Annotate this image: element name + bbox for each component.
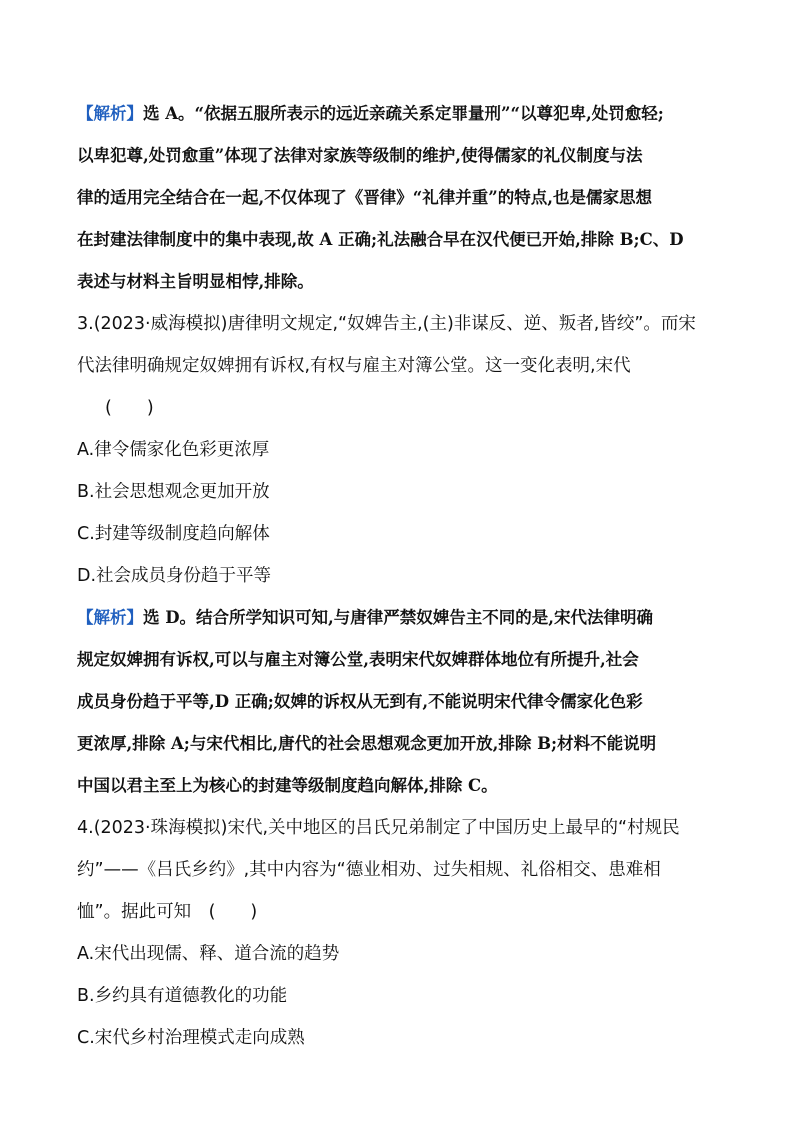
question-stem-line: 约”——《吕氏乡约》,其中内容为“德业相劝、过失相规、礼俗相交、患难相 bbox=[77, 860, 661, 880]
analysis-line: 规定奴婢拥有诉权,可以与雇主对簿公堂,表明宋代奴婢群体地位有所提升,社会 bbox=[77, 650, 639, 669]
analysis-line: 【解析】选 D。结合所学知识可知,与唐律严禁奴婢告主不同的是,宋代法律明确 bbox=[77, 608, 654, 627]
analysis-line: 律的适用完全结合在一起,不仅体现了《晋律》“礼律并重”的特点,也是儒家思想 bbox=[77, 188, 652, 207]
q3-analysis bbox=[77, 597, 747, 807]
question-stem-line: 恤”。据此可知 ( ) bbox=[77, 902, 258, 922]
option-c: C.宋代乡村治理模式走向成熟 bbox=[77, 1028, 305, 1048]
option-a: A.宋代出现儒、释、道合流的趋势 bbox=[77, 944, 340, 964]
option-b: B.乡约具有道德教化的功能 bbox=[77, 986, 288, 1006]
option-a: A.律令儒家化色彩更浓厚 bbox=[77, 440, 270, 460]
option-c: C.封建等级制度趋向解体 bbox=[77, 524, 270, 544]
analysis-tag: 【解析】 bbox=[77, 608, 143, 627]
question-stem-line: 代法律明确规定奴婢拥有诉权,有权与雇主对簿公堂。这一变化表明,宋代 bbox=[77, 356, 631, 376]
analysis-line: 中国以君主至上为核心的封建等级制度趋向解体,排除 C。 bbox=[77, 776, 498, 795]
question-3 bbox=[77, 303, 747, 597]
q2-analysis bbox=[77, 93, 747, 303]
analysis-line: 更浓厚,排除 A;与宋代相比,唐代的社会思想观念更加开放,排除 B;材料不能说明 bbox=[77, 734, 657, 753]
question-4 bbox=[77, 807, 747, 1059]
question-stem-line: 3.(2023·威海模拟)唐律明文规定,“奴婢告主,(主)非谋反、逆、叛者,皆绞”。而宋 bbox=[77, 314, 696, 334]
analysis-line: 在封建法律制度中的集中表现,故 A 正确;礼法融合早在汉代便已开始,排除 B;C、D bbox=[77, 230, 684, 249]
option-d: D.社会成员身份趋于平等 bbox=[77, 566, 272, 586]
answer-blank: ( ) bbox=[105, 398, 154, 418]
option-b: B.社会思想观念更加开放 bbox=[77, 482, 270, 502]
analysis-line: 表述与材料主旨明显相悖,排除。 bbox=[77, 272, 314, 291]
analysis-line: 以卑犯尊,处罚愈重”体现了法律对家族等级制的维护,使得儒家的礼仪制度与法 bbox=[77, 146, 643, 165]
analysis-line: 【解析】选 A。“依据五服所表示的远近亲疏关系定罪量刑”“以尊犯卑,处罚愈轻; bbox=[77, 104, 664, 123]
analysis-line: 成员身份趋于平等,D 正确;奴婢的诉权从无到有,不能说明宋代律令儒家化色彩 bbox=[77, 692, 643, 711]
analysis-tag: 【解析】 bbox=[77, 104, 143, 123]
question-stem-line: 4.(2023·珠海模拟)宋代,关中地区的吕氏兄弟制定了中国历史上最早的“村规民 bbox=[77, 818, 680, 838]
